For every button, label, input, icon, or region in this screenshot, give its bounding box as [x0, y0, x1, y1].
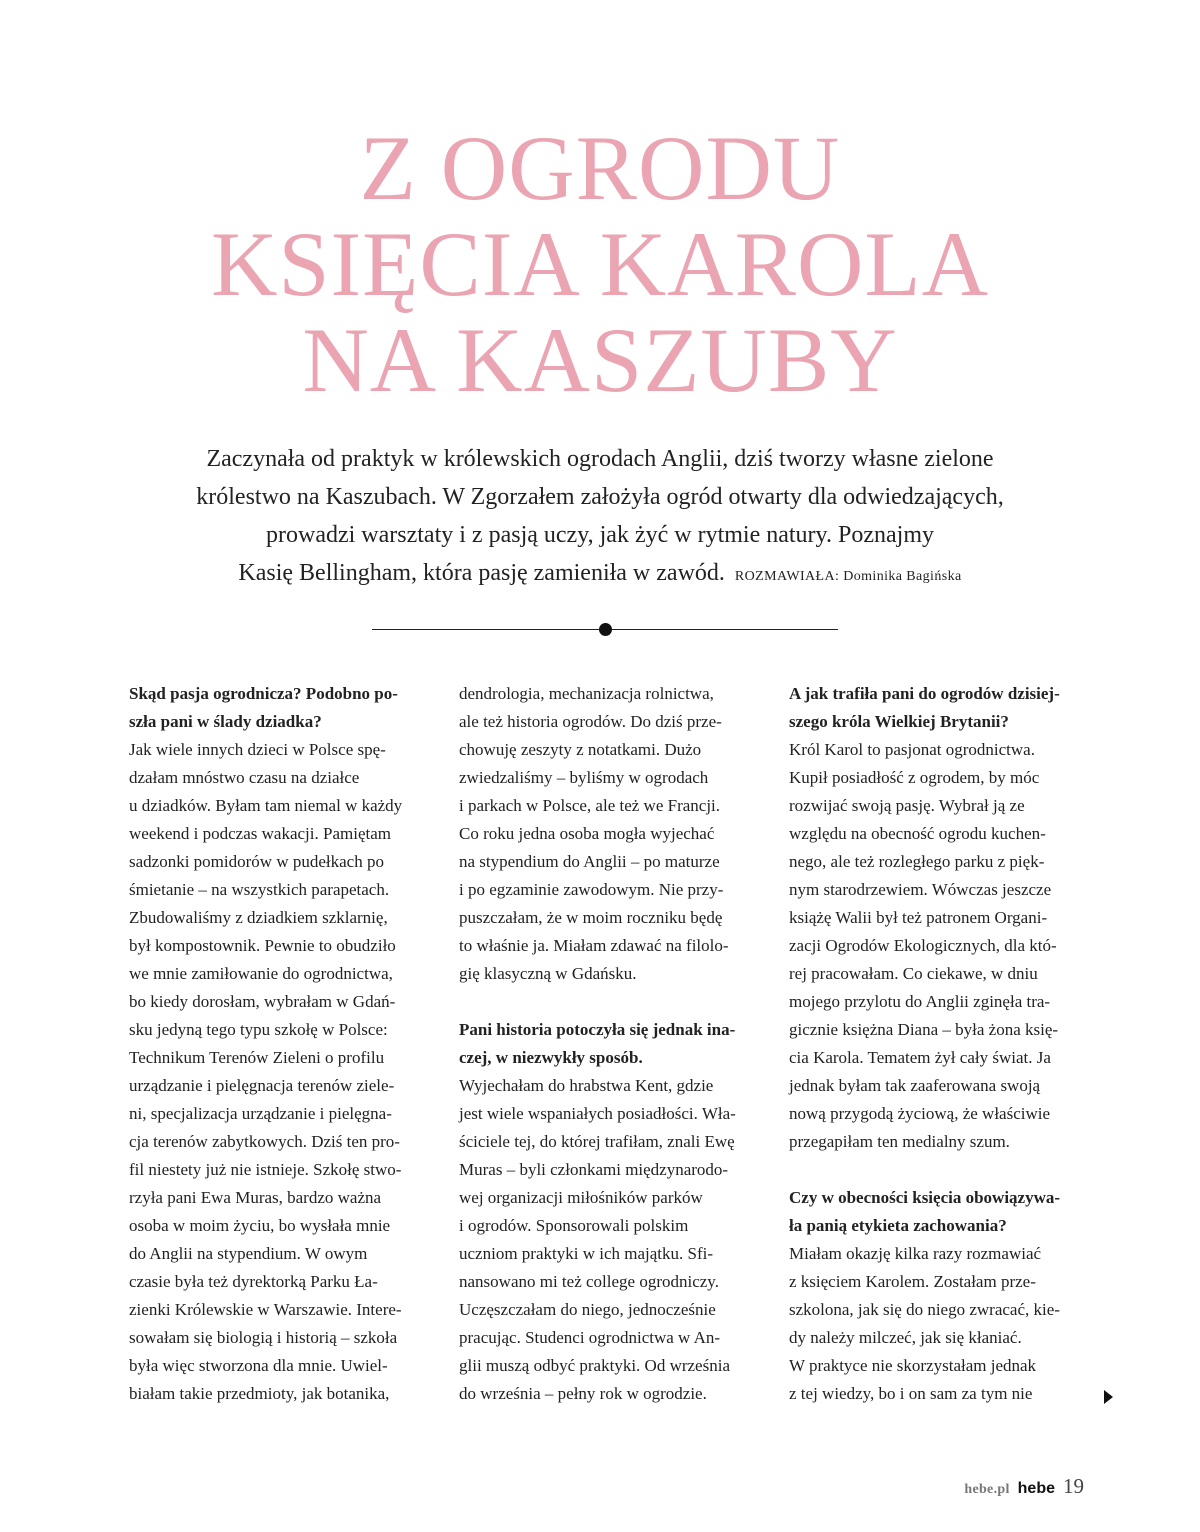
question-line: Czy w obecności księcia obowiązywa-	[789, 1188, 1061, 1207]
continue-arrow-icon	[1104, 1390, 1113, 1404]
question-line: Pani historia potoczyła się jednak ina-	[459, 1020, 736, 1039]
answer-line: zwiedzaliśmy – byliśmy w ogrodach	[459, 768, 709, 787]
answer-line: czasie była też dyrektorką Parku Ła-	[129, 1272, 378, 1291]
answer-line: przegapiłam ten medialny szum.	[789, 1132, 1010, 1151]
answer-line: był kompostownik. Pewnie to obudziło	[129, 936, 396, 955]
answer-line: z tej wiedzy, bo i on sam za tym nie	[789, 1384, 1033, 1403]
text-column-2	[459, 680, 755, 1408]
page-number: 19	[1063, 1474, 1084, 1498]
answer-line: rozwijać swoją pasję. Wybrał ją ze	[789, 796, 1025, 815]
text-column-3	[789, 680, 1085, 1408]
answer-line: Zbudowaliśmy z dziadkiem szklarnię,	[129, 908, 388, 927]
question-line: czej, w niezwykły sposób.	[459, 1048, 643, 1067]
answer-line: Muras – byli członkami międzynarodo-	[459, 1160, 729, 1179]
answer-line: dy należy milczeć, jak się kłaniać.	[789, 1328, 1022, 1347]
answer-line: sowałam się biologią i historią – szkoła	[129, 1328, 398, 1347]
question-line: ła panią etykieta zachowania?	[789, 1216, 1007, 1235]
answer-line: Technikum Terenów Zieleni o profilu	[129, 1048, 385, 1067]
answer-line: szkolona, jak się do niego zwracać, kie-	[789, 1300, 1060, 1319]
answer-line: jednak byłam tak zaaferowana swoją	[789, 1076, 1041, 1095]
answer-line: urządzanie i pielęgnacja terenów ziele-	[129, 1076, 395, 1095]
answer-line: nym starodrzewiem. Wówczas jeszcze	[789, 880, 1052, 899]
answer-line: jest wiele wspaniałych posiadłości. Wła-	[459, 1104, 736, 1123]
footer-brand-logo: hebe	[1017, 1480, 1055, 1497]
lead-line: prowadzi warsztaty i z pasją uczy, jak żyć w rytmie natury. Poznajmy	[266, 522, 934, 548]
article-lead	[120, 440, 1080, 596]
answer-line: W praktyce nie skorzystałam jednak	[789, 1356, 1037, 1375]
paragraph-gap	[459, 988, 755, 1016]
answer-line: Jak wiele innych dzieci w Polsce spę-	[129, 740, 386, 759]
answer-line: ni, specjalizacja urządzanie i pielęgna-	[129, 1104, 392, 1123]
answer-line: do września – pełny rok w ogrodzie.	[459, 1384, 707, 1403]
answer-line: gię klasyczną w Gdańsku.	[459, 964, 637, 983]
answer-line: względu na obecność ogrodu kuchen-	[789, 824, 1046, 843]
question-line: A jak trafiła pani do ogrodów dzisiej-	[789, 684, 1060, 703]
divider-dot-icon	[599, 623, 612, 636]
lead-line: Zaczynała od praktyk w królewskich ogrodach Anglii, dziś tworzy własne zielone	[206, 446, 994, 472]
answer-line: puszczałam, że w moim roczniku będę	[459, 908, 723, 927]
answer-line: bo kiedy dorosłam, wybrałam w Gdań-	[129, 992, 396, 1011]
answer-line: śmietanie – na wszystkich parapetach.	[129, 880, 390, 899]
answer-line: białam takie przedmioty, jak botanika,	[129, 1384, 390, 1403]
answer-line: cja terenów zabytkowych. Dziś ten pro-	[129, 1132, 400, 1151]
answer-line: ściciele tej, do której trafiłam, znali Ewę	[459, 1132, 735, 1151]
title-line: Z OGRODU	[359, 117, 841, 219]
answer-line: Kupił posiadłość z ogrodem, by móc	[789, 768, 1040, 787]
answer-line: we mnie zamiłowanie do ogrodnictwa,	[129, 964, 393, 983]
lead-line-text: Kasię Bellingham, która pasję zamieniła w zawód.	[238, 560, 725, 586]
lead-line: królestwo na Kaszubach. W Zgorzałem założyła ogród otwarty dla odwiedzających,	[196, 484, 1004, 510]
answer-line: nową przygodą życiową, że właściwie	[789, 1104, 1051, 1123]
credit-label: ROZMAWIAŁA:	[734, 569, 840, 584]
answer-line: na stypendium do Anglii – po maturze	[459, 852, 720, 871]
answer-line: fil niestety już nie istnieje. Szkołę stwo-	[129, 1160, 402, 1179]
title-line: KSIĘCIA KAROLA	[210, 213, 990, 315]
answer-line: pracując. Studenci ogrodnictwa w An-	[459, 1328, 721, 1347]
title-line: NA KASZUBY	[302, 309, 898, 411]
author-credit	[735, 569, 962, 584]
answer-line: Co roku jedna osoba mogła wyjechać	[459, 824, 715, 843]
answer-line: Miałam okazję kilka razy rozmawiać	[789, 1244, 1042, 1263]
answer-line: do Anglii na stypendium. W owym	[129, 1244, 368, 1263]
answer-line: Wyjechałam do hrabstwa Kent, gdzie	[459, 1076, 714, 1095]
answer-line: chowuję zeszyty z notatkami. Dużo	[459, 740, 702, 759]
answer-line: nansowano mi też college ogrodniczy.	[459, 1272, 719, 1291]
footer-site: hebe.pl	[964, 1482, 1010, 1497]
answer-line: i parkach w Polsce, ale też we Francji.	[459, 796, 721, 815]
question-line: Skąd pasja ogrodnicza? Podobno po-	[129, 684, 398, 703]
question-line: szła pani w ślady dziadka?	[129, 712, 322, 731]
answer-line: Król Karol to pasjonat ogrodnictwa.	[789, 740, 1035, 759]
answer-line: zienki Królewskie w Warszawie. Intere-	[129, 1300, 402, 1319]
answer-line: ale też historia ogrodów. Do dziś prze-	[459, 712, 722, 731]
answer-line: dendrologia, mechanizacja rolnictwa,	[459, 684, 714, 703]
answer-line: była więc stworzona dla mnie. Uwiel-	[129, 1356, 388, 1375]
credit-name: Dominika Bagińska	[843, 569, 962, 584]
answer-line: i ogrodów. Sponsorowali polskim	[459, 1216, 689, 1235]
lead-line	[120, 554, 1080, 596]
answer-line: osoba w moim życiu, bo wysłała mnie	[129, 1216, 391, 1235]
answer-line: Uczęszczałam do niego, jednocześnie	[459, 1300, 716, 1319]
answer-line: u dziadków. Byłam tam niemal w każdy	[129, 796, 403, 815]
answer-line: to właśnie ja. Miałam zdawać na filolo-	[459, 936, 729, 955]
answer-line: sku jedyną tego typu szkołę w Polsce:	[129, 1020, 388, 1039]
answer-line: gicznie księżna Diana – była żona księ-	[789, 1020, 1059, 1039]
article-title	[0, 117, 1200, 411]
answer-line: sadzonki pomidorów w pudełkach po	[129, 852, 384, 871]
text-column-1	[129, 680, 425, 1408]
question-line: szego króla Wielkiej Brytanii?	[789, 712, 1009, 731]
answer-line: weekend i podczas wakacji. Pamiętam	[129, 824, 391, 843]
answer-line: mojego przylotu do Anglii zginęła tra-	[789, 992, 1051, 1011]
answer-line: cia Karola. Tematem żył cały świat. Ja	[789, 1048, 1051, 1067]
answer-line: dzałam mnóstwo czasu na działce	[129, 768, 360, 787]
page-footer	[964, 1474, 1084, 1504]
answer-line: i po egzaminie zawodowym. Nie przy-	[459, 880, 724, 899]
answer-line: z księciem Karolem. Zostałam prze-	[789, 1272, 1036, 1291]
section-divider	[372, 622, 838, 638]
answer-line: rzyła pani Ewa Muras, bardzo ważna	[129, 1188, 382, 1207]
paragraph-gap	[789, 1156, 1085, 1184]
answer-line: glii muszą odbyć praktyki. Od września	[459, 1356, 730, 1375]
answer-line: zacji Ogrodów Ekologicznych, dla któ-	[789, 936, 1057, 955]
answer-line: uczniom praktyki w ich majątku. Sfi-	[459, 1244, 713, 1263]
answer-line: książę Walii był też patronem Organi-	[789, 908, 1048, 927]
answer-line: nego, ale też rozległego parku z pięk-	[789, 852, 1045, 871]
answer-line: wej organizacji miłośników parków	[459, 1188, 703, 1207]
answer-line: rej pracowałam. Co ciekawe, w dniu	[789, 964, 1038, 983]
